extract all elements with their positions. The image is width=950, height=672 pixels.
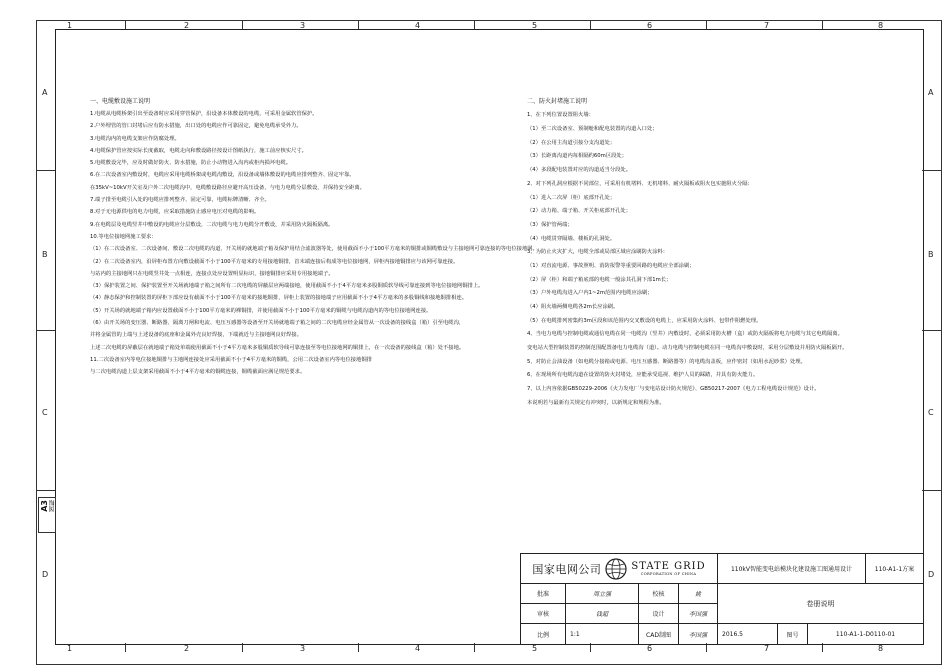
note-line: （3）保护装置之间、保护装置至开关场就地端子箱之间所有二次电缆的屏蔽层应两端接地，使用截面不小于4平方毫米多股铜质软导线可靠连接到等电位接地网铜排上。 <box>90 283 484 290</box>
project-name: 110kV智能变电站模块化建设施工图通用设计 <box>718 554 866 584</box>
note-line: （5）在电缆排列密集约3m区段和该范围内交叉敷设的电缆上，应采用防火涂料、包带作阻燃处理。 <box>527 317 762 324</box>
label-approve: 批准 <box>521 584 566 604</box>
note-line: （3）长距离沟道内每相隔约60m区段处； <box>527 153 628 160</box>
note-line: （1）对直流电源、事故照明、消防报警等重要回路的电缆应全部涂刷； <box>527 262 695 269</box>
company-subtitle: CORPORATION OF CHINA <box>640 571 697 576</box>
signature-design: 李国强 <box>679 604 718 624</box>
note-line: 4、当电力电缆与控制电缆或通信电缆在同一电缆沟（竖井）内敷设时，必须采用防火槽（盒）或防火隔板将电力电缆与其它电缆隔离。 <box>527 331 843 338</box>
company-name-en: STATE GRID <box>631 560 706 572</box>
note-line: （5）开关场的就地端子箱内应设置截面不小于100平方毫米的裸铜排，并使用截面不小于100平方毫米的铜缆与电缆沟道内的等电位接地网连接。 <box>90 307 432 314</box>
note-line: （2）动力箱、端子箱、开关柜底部开孔处； <box>527 208 632 215</box>
row-letter: A <box>928 88 934 97</box>
paper-size: A3 <box>40 500 49 512</box>
paper-size-box <box>38 497 56 533</box>
note-line: （1）在二次设备室、二次设备间、敷设二次电缆的沟道、开关场的就地端子箱及保护用结合滤波器等处，使用截面不小于100平方毫米的铜排或铜缆敷设与主接地网可靠连接的等电位接地网。 <box>90 246 538 253</box>
note-line: 1、在下列位置设置阻火墙： <box>527 112 594 119</box>
note-line: 11.二次设备室内等电位接地铜排与主地网连接处应采用截面不小于4平方毫米的铜缆，公用二次设备室内等电位接地铜排 <box>90 356 372 363</box>
col-number: 4 <box>415 644 421 653</box>
note-line: 2、对下列孔洞应根据不同部位，可采用有机堵料、无机堵料、耐火隔板或阻火包实施阻火分隔： <box>527 180 753 187</box>
note-line: 3.电缆沟内的电缆支架应作防腐处理。 <box>90 135 180 142</box>
note-line: 7、以上内容依据GB50229-2006《火力发电厂与变电站设计防火规范》、GB50217-2007《电力工程电缆设计规范》设计。 <box>527 386 820 393</box>
signature-cad: 李国强 <box>679 624 718 644</box>
note-line: 3、为防止火灾扩大，电缆全部或局部区域应涂刷防火涂料： <box>527 249 669 256</box>
note-line: （3）户外电缆沟进入户内1~2m范围内电缆应涂刷； <box>527 290 653 297</box>
row-letter: D <box>42 570 49 579</box>
title-block <box>520 553 924 645</box>
note-line: （1）至二次设备室、预制舱和配电装置的沟道入口处； <box>527 126 658 133</box>
drawing-number: 110-A1-1-D0110-01 <box>835 630 896 638</box>
row-letter: C <box>42 408 48 417</box>
scale-value: 1:1 <box>566 624 639 644</box>
note-line: 9.在电缆层及电缆竖井中敷设的电缆应分层敷设，二次电缆与电力电缆分开敷设，并采用防火隔板隔离。 <box>90 221 334 228</box>
note-line: 7.端子排至电缆引入处的电缆应排列整齐、固定可靠，电缆标牌清晰、齐全。 <box>90 197 270 204</box>
note-line: 10.等电位接地网施工要求： <box>90 233 157 240</box>
col-number: 4 <box>415 21 421 30</box>
note-line: （4）静态保护和控制装置的屏柜下部应设有截面不小于100平方毫米的接地铜排，屏柜上装置的接地端子应用截面不小于4平方毫米的多股铜线和接地铜排相连。 <box>90 295 468 302</box>
note-line: 2.户外埋管的管口封堵后应有防水措施，出口处的电缆应作可靠固定，避免电缆承受外力。 <box>90 123 302 130</box>
label-design: 设计 <box>639 604 679 624</box>
company-name-cn: 国家电网公司 <box>532 562 602 576</box>
state-grid-logo-icon <box>605 558 627 580</box>
note-line: 与二次电缆沟道上层支架采用截面不小于4平方毫米的铜缆连接，铜缆截面应满足规范要求。 <box>90 369 306 376</box>
col-number: 7 <box>764 644 770 653</box>
signature-check: 姚 <box>679 584 718 604</box>
row-letter: A <box>42 88 48 97</box>
note-line: （6）由开关场的变压器、断路器、隔离刀闸和电流、电压互感器等设备至开关场就地端子箱之间的二次电缆应经金属管从一次设备的接线盒（箱）引至电缆沟， <box>90 320 465 327</box>
note-line: 8.对于无电源供电的电力电缆，应采取措施防止感应电压对电缆的影响。 <box>90 209 260 216</box>
row-letter: D <box>928 570 935 579</box>
note-line: 5.电缆敷设完毕，应及时做好防火、防水措施，防止小动物进入沟内或柜内损坏电缆。 <box>90 160 292 167</box>
drawing-title: 卷册说明 <box>718 584 923 624</box>
signature-approve: 周立强 <box>566 584 639 604</box>
note-line: 4.电缆保护管应按实际长度截取，电缆走向和敷设路径按设计图纸执行，施工前应核实尺寸。 <box>90 147 307 154</box>
label-cad: CAD制图 <box>639 624 679 644</box>
note-line: （4）多段配电装置对应的沟道适当分段处。 <box>527 167 632 174</box>
note-line: 变电站大型控制装置的控制范围配置备电力电缆沟（道）。动力电缆与控制电缆在同一电缆沟中敷设时，采用分层敷设并用防火隔板隔开。 <box>527 345 848 352</box>
col-number: 3 <box>300 644 306 653</box>
row-letter: C <box>928 408 934 417</box>
note-line: 1.电缆从电缆桥架引出至设备时应采用穿管保护，沿设备本体敷设的电缆，可采用金属软管保护。 <box>90 111 318 117</box>
fire-sealing-notes <box>527 99 927 406</box>
cable-laying-notes <box>90 98 538 376</box>
note-line: 6.在二次设备室内敷设时，电缆应采用电缆桥架或电缆沟敷设，沿设备或墙体敷设的电缆应排列整齐、固定牢靠。 <box>90 172 355 179</box>
label-drawing-no: 图号 <box>778 624 808 644</box>
note-line: （2）在二次设备室内，沿屏柜布置方向敷设截面不小于100平方毫米的专用接地铜排，首末端连接后构成等电位接地网，屏柜内接地铜排应与该网可靠连接。 <box>90 258 459 265</box>
drawing-date: 2016.5 <box>718 624 778 644</box>
note-line: （2）屏（柜）和端子箱底部的电缆一般涂其孔洞下部1m长； <box>527 276 672 283</box>
col-number: 7 <box>764 21 770 30</box>
note-line: 本说明若与最新有关规定有冲突时，以新规定和规程为准。 <box>527 399 665 406</box>
col-number: 5 <box>532 644 538 653</box>
col-number: 2 <box>184 644 190 653</box>
col-number: 6 <box>647 21 653 30</box>
note-line: （4）阻火墙两侧电缆各2m长应涂刷。 <box>527 304 619 311</box>
note-line: 在35kV~10kV开关室及户外二次电缆沟中，电缆敷设路径应避开高压设备，与电力电缆分层敷设，并保持安全距离。 <box>90 184 365 191</box>
note-line: 与站内的主接地网只在电缆竖井处一点相连，连接点处应设置明显标识，接地铜排应采用专用接地端子。 <box>90 270 334 277</box>
col-number: 3 <box>300 21 306 30</box>
note-line: 上述二次电缆的屏蔽层在就地端子箱处单端使用截面不小于4平方毫米多股铜质软导线可靠连接至等电位接地网的铜排上，在一次设备的接线盒（箱）处不接地。 <box>90 344 465 351</box>
note-line: （1）进入二次屏（柜）底部开孔处； <box>527 194 616 201</box>
label-check: 校核 <box>639 584 679 604</box>
note-line: 5、对防止会油设备（如电缆分接箱或电源、电压互感器、断路器等）的电缆沟盖板，应作密封（如用水泥砂浆）处理。 <box>527 358 806 365</box>
note-line: （2）在公用主沟道引接分支沟道处； <box>527 139 616 146</box>
row-letter: B <box>928 250 934 259</box>
signature-review: 钱超 <box>566 604 639 624</box>
scheme-code: 110-A1-1方案 <box>866 554 923 584</box>
col-number: 6 <box>647 644 653 653</box>
section-heading: 一、电缆敷设施工说明 <box>90 98 151 105</box>
col-number: 8 <box>878 644 884 653</box>
note-line: 6、在现场所有电缆沟道在设置的防火封堵处，应能承受巡视、维护人员的踩踏，并具有防火能力。 <box>527 372 759 379</box>
note-line: 并将金属管的上端与上述设备的底座和金属外壳良好焊接，下端就近与主接地网良好焊接。 <box>90 332 302 339</box>
logo-cell <box>521 554 718 584</box>
col-number: 8 <box>878 21 884 30</box>
col-number: 1 <box>67 21 73 30</box>
row-letter: B <box>42 250 48 259</box>
note-line: （3）保护管两端； <box>527 221 573 228</box>
col-number: 5 <box>532 21 538 30</box>
label-review: 审核 <box>521 604 566 624</box>
paper-size-label: 图幅 <box>49 500 56 512</box>
label-scale: 比例 <box>521 624 566 644</box>
col-number: 2 <box>184 21 190 30</box>
note-line: （4）电缆贯穿隔墙、楼板的孔洞处。 <box>527 235 616 242</box>
section-heading: 二、防火封堵施工说明 <box>527 98 588 105</box>
col-number: 1 <box>67 644 73 653</box>
